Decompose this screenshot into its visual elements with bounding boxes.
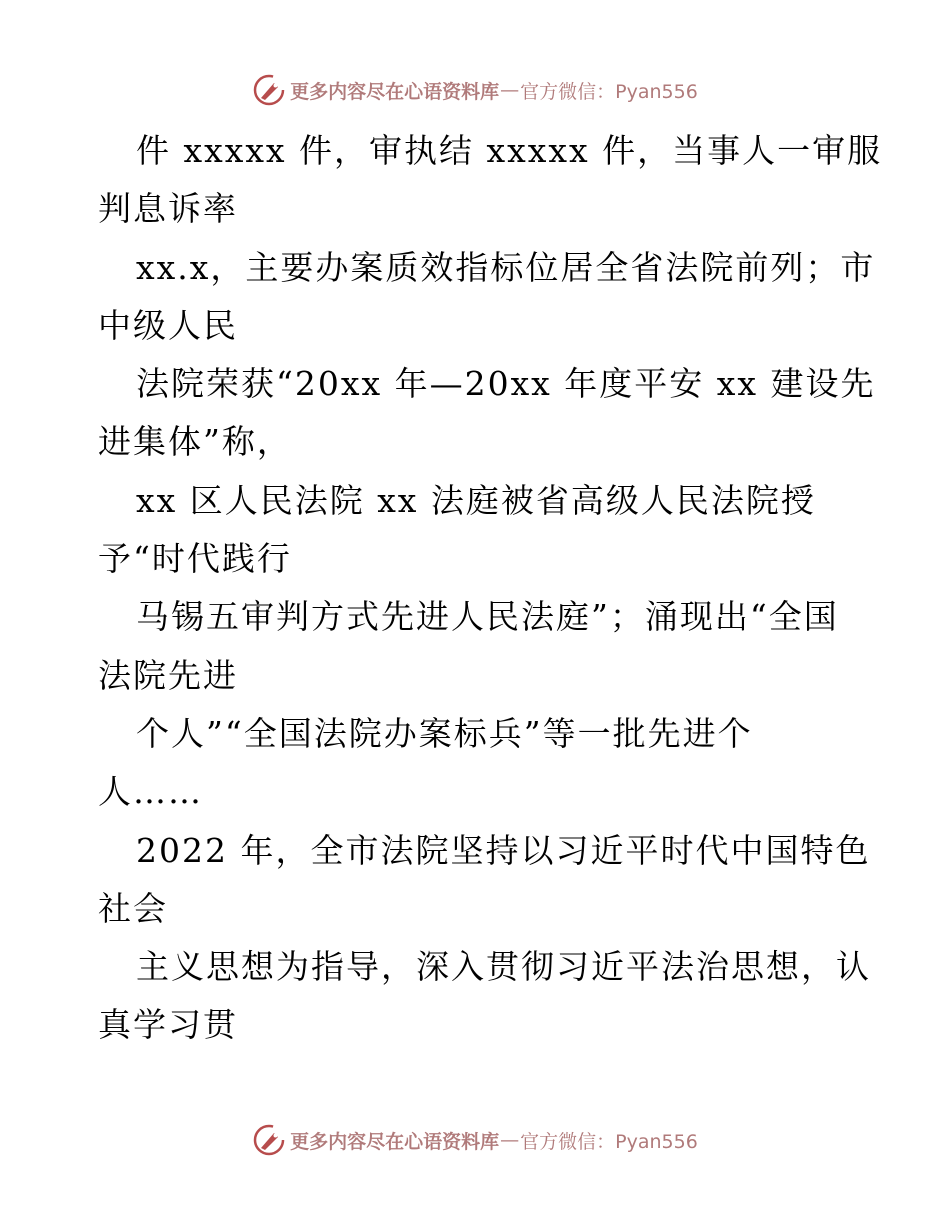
pen-nib-logo-icon bbox=[252, 1123, 286, 1157]
watermark-main-text: 更多内容尽在心语资料库 bbox=[290, 80, 500, 103]
body-line: xx.x，主要办案质效指标位居全省法院前列；市 bbox=[136, 247, 876, 287]
watermark-account-text: 官方微信：Pyan556 bbox=[520, 1130, 698, 1153]
watermark-main-text: 更多内容尽在心语资料库 bbox=[290, 1130, 500, 1153]
watermark-account-text: 官方微信：Pyan556 bbox=[520, 80, 698, 103]
body-line: 件 xxxxx 件，审执结 xxxxx 件，当事人一审服 bbox=[136, 131, 883, 170]
body-line: 予“时代践行 bbox=[98, 539, 292, 579]
footer-watermark bbox=[0, 1120, 950, 1160]
document-body bbox=[98, 122, 883, 1055]
body-line: 法院荣获“20xx 年—20xx 年度平安 xx 建设先 bbox=[136, 364, 876, 404]
body-line: 中级人民 bbox=[98, 305, 238, 345]
body-line: 真学习贯 bbox=[98, 1005, 238, 1045]
watermark-dash: — bbox=[500, 1129, 520, 1151]
pen-nib-logo-icon bbox=[252, 73, 286, 107]
body-line: 人…… bbox=[98, 772, 203, 812]
body-line: xx 区人民法院 xx 法庭被省高级人民法院授 bbox=[136, 480, 816, 520]
body-line: 2022 年，全市法院坚持以习近平时代中国特色 bbox=[136, 830, 871, 870]
body-line: 判息诉率 bbox=[98, 189, 238, 229]
body-line: 社会 bbox=[98, 888, 168, 928]
body-line: 法院先进 bbox=[98, 655, 238, 695]
header-watermark bbox=[0, 70, 950, 110]
body-line: 主义思想为指导，深入贯彻习近平法治思想，认 bbox=[136, 947, 871, 987]
body-line: 进集体”称， bbox=[98, 422, 292, 462]
body-line: 个人”“全国法院办案标兵”等一批先进个 bbox=[136, 713, 753, 753]
body-line: 马锡五审判方式先进人民法庭”；涌现出“全国 bbox=[136, 597, 839, 637]
watermark-dash: — bbox=[500, 79, 520, 101]
